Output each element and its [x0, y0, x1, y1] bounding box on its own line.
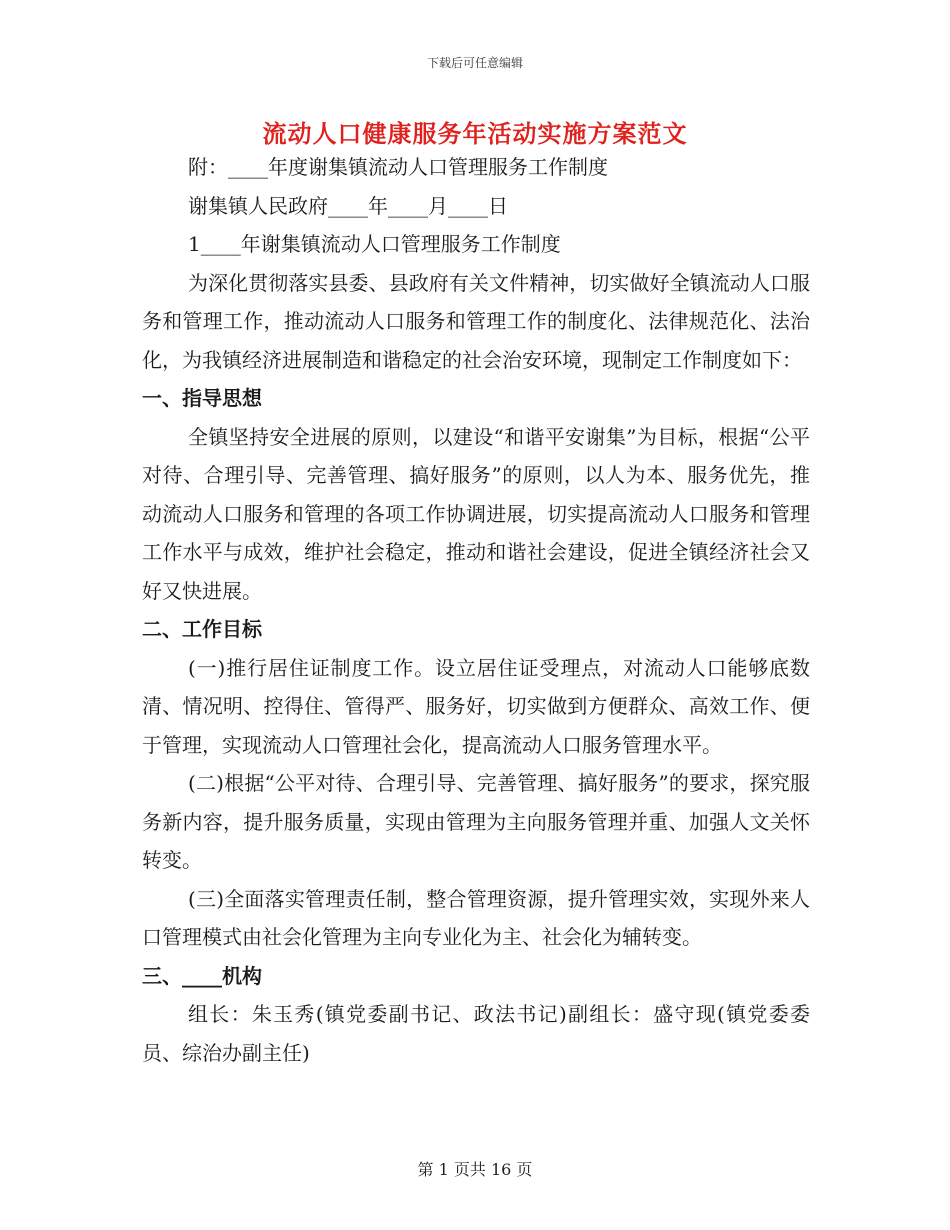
header-note: 下载后可任意编辑 [426, 56, 523, 70]
regulation-title-line: 1____年谢集镇流动人口管理服务工作制度 [188, 232, 561, 256]
section-heading-organization: 三、____机构 [142, 963, 262, 988]
intro-paragraph: 为深化贯彻落实县委、县政府有关文件精神，切实做好全镇流动人口服务和管理工作，推动流动人口服务和管理工作的制度化、法律规范化、法治化，为我镇经济进展制造和谐稳定的社会治安环境，现制定工作制度如下： [142, 270, 810, 372]
section-heading-guiding-ideology: 一、指导思想 [142, 386, 262, 410]
goal-item-3: (三)全面落实管理责任制，整合管理资源，提升管理实效，实现外来人口管理模式由社会化管理为主向专业化为主、社会化为辅转变。 [142, 886, 810, 949]
page-number-footer: 第 1 页共 16 页 [417, 1160, 533, 1179]
goal-item-2: (二)根据“公平对待、合理引导、完善管理、搞好服务”的要求，探究服务新内容，提升服务质量，实现由管理为主向服务管理并重、加强人文关怀转变。 [142, 771, 810, 872]
section-heading-work-goals: 二、工作目标 [142, 617, 262, 641]
goal-item-1: (一)推行居住证制度工作。设立居住证受理点，对流动人口能够底数清、情况明、控得住、管得严、服务好，切实做到方便群众、高效工作、便于管理，实现流动人口管理社会化，提高流动人口服务管理水平。 [142, 655, 810, 757]
attachment-line: 附：____年度谢集镇流动人口管理服务工作制度 [188, 155, 608, 179]
document-body [142, 148, 810, 1072]
guiding-ideology-paragraph: 全镇坚持安全进展的原则，以建设“和谐平安谢集”为目标，根据“公平对待、合理引导、完善管理、搞好服务”的原则，以人为本、服务优先，推动流动人口服务和管理的各项工作协调进展，切实提高流动人口服务和管理工作水平与成效，维护社会稳定，推动和谐社会建设，促进全镇经济社会又好又快进展。 [142, 424, 810, 603]
document-title: 流动人口健康服务年活动实施方案范文 [262, 119, 688, 148]
issuer-date-line: 谢集镇人民政府____年____月____日 [188, 193, 508, 218]
organization-members-paragraph: 组长：朱玉秀(镇党委副书记、政法书记)副组长：盛守现(镇党委委员、综治办副主任) [142, 1002, 810, 1065]
